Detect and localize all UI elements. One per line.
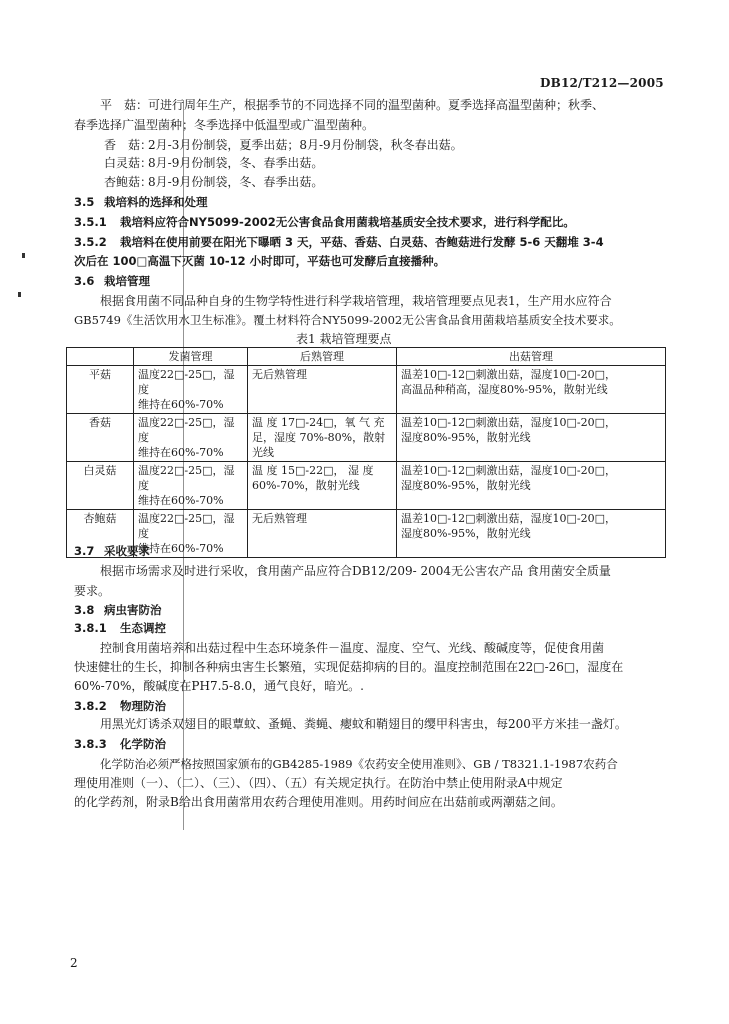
paragraph-line xyxy=(0,755,729,773)
cultivar-text-cont xyxy=(0,116,729,134)
section-heading xyxy=(0,601,729,619)
cultivar-item xyxy=(0,136,729,154)
cultivar-label: 白灵菇： xyxy=(104,156,153,170)
paragraph-line xyxy=(0,793,729,811)
ripening-cell xyxy=(248,462,397,510)
fruiting-cell xyxy=(397,414,666,462)
cell-line: 湿度80%-95%，散射光线 xyxy=(401,527,531,540)
section-number: 3.8.1 xyxy=(74,621,107,635)
mushroom-name: 平菇 xyxy=(67,366,134,414)
cell-line: 维持在60%-70% xyxy=(138,398,224,411)
paragraph-line xyxy=(0,774,729,792)
subsection-heading xyxy=(0,619,729,637)
ripening-cell xyxy=(248,414,397,462)
cell-line: 湿度80%-95%，散射光线 xyxy=(401,431,531,444)
subsection-text: 栽培料在使用前要在阳光下曝晒 3 天，平菇、香菇、白灵菇、杏鲍菇进行发酵 5-6 天翻堆 3-4 xyxy=(120,235,604,249)
cultivar-item xyxy=(0,96,729,114)
subsection-text: 栽培料应符合NY5099-2002无公害食品食用菌栽培基质安全技术要求，进行科学配比。 xyxy=(120,215,575,229)
section-title: 栽培料的选择和处理 xyxy=(104,195,208,209)
subsection xyxy=(0,233,729,251)
spawn-cell xyxy=(134,414,248,462)
cultivar-text: 8月-9月份制袋，冬、春季出菇。 xyxy=(148,156,324,170)
cell-line: 温度22□-25□，湿度 xyxy=(138,368,235,396)
cell-line: 温 度 15□-22□， 湿 度 xyxy=(252,464,374,477)
cultivar-item xyxy=(0,173,729,191)
section-title: 病虫害防治 xyxy=(104,603,162,617)
subsection-text: 次后在 100□高温下灭菌 10-12 小时即可，平菇也可发酵后直接播种。 xyxy=(74,254,446,268)
mushroom-name: 杏鲍菇 xyxy=(67,510,134,558)
cell-line: 高温品种稍高，湿度80%-95%，散射光线 xyxy=(401,383,608,396)
cell-line: 温差10□-12□刺激出菇，湿度10□-20□， xyxy=(401,368,616,381)
cell-line: 温差10□-12□刺激出菇，湿度10□-20□， xyxy=(401,416,616,429)
table-header: 出菇管理 xyxy=(397,348,666,366)
paragraph-text: 控制食用菌培养和出菇过程中生态环境条件－温度、湿度、空气、光线、酸碱度等，促使食用菌 xyxy=(100,641,605,655)
cell-line: 温 度 17□-24□，氧 气 充 xyxy=(252,416,385,429)
section-number: 3.5.1 xyxy=(74,215,107,229)
subsection-heading xyxy=(0,735,729,753)
cell-line: 温差10□-12□刺激出菇，湿度10□-20□， xyxy=(401,464,616,477)
mushroom-name: 白灵菇 xyxy=(67,462,134,510)
standard-code: DB12/T212—2005 xyxy=(540,76,664,90)
paragraph-text: 要求。 xyxy=(74,584,111,598)
table-header: 后熟管理 xyxy=(248,348,397,366)
paragraph-text: 化学防治必须严格按照国家颁布的GB4285-1989《农药安全使用准则》、GB / T8321.1-1987农药合 xyxy=(100,757,618,771)
table-row xyxy=(67,414,666,462)
section-title: 采收要求 xyxy=(104,544,150,558)
cultivar-item xyxy=(0,154,729,172)
paragraph-text: 快速健壮的生长，抑制各种病虫害生长繁殖，实现促菇抑病的目的。温度控制范围在22□-26□，湿度在 xyxy=(74,660,624,674)
cultivar-cont: 春季选择广温型菌种；冬季选择中低温型或广温型菌种。 xyxy=(74,118,375,132)
paragraph-text: 理使用准则（一）、（二）、（三）、（四）、（五）有关规定执行。在防治中禁止使用附录A中规定 xyxy=(74,776,563,790)
cell-line: 足，湿度 70%-80%，散射 xyxy=(252,431,386,444)
paragraph-line xyxy=(0,582,729,600)
cell-line: 湿度80%-95%，散射光线 xyxy=(401,479,531,492)
paragraph-text: 60%-70%，酸碱度在PH7.5-8.0，通气良好，暗光。. xyxy=(74,679,364,693)
cultivar-label: 杏鲍菇： xyxy=(104,175,153,189)
section-title: 化学防治 xyxy=(120,737,166,751)
paragraph-line xyxy=(0,715,729,733)
cell-line: 光线 xyxy=(252,446,274,459)
cultivar-text: 可进行周年生产，根据季节的不同选择不同的温型菌种。夏季选择高温型菌种；秋季、 xyxy=(148,98,605,112)
mushroom-name: 香菇 xyxy=(67,414,134,462)
cell-line: 无后熟管理 xyxy=(252,512,307,525)
page-number: 2 xyxy=(70,956,78,970)
paragraph-line xyxy=(0,311,729,329)
cell-line: 维持在60%-70% xyxy=(138,494,224,507)
paragraph-text: 根据市场需求及时进行采收，食用菌产品应符合DB12/209- 2004无公害农产品 食用菌安全质量 xyxy=(100,564,611,578)
paragraph-line xyxy=(0,562,729,580)
table-header: 发菌管理 xyxy=(134,348,248,366)
table-header xyxy=(67,348,134,366)
section-number: 3.8.2 xyxy=(74,699,107,713)
section-number: 3.8.3 xyxy=(74,737,107,751)
cultivar-label: 平 菇： xyxy=(100,98,149,112)
cell-line: 温度22□-25□，湿度 xyxy=(138,464,235,492)
section-title: 生态调控 xyxy=(120,621,166,635)
section-number: 3.7 xyxy=(74,544,95,558)
section-title: 物理防治 xyxy=(120,699,166,713)
cell-line: 维持在60%-70% xyxy=(138,542,224,555)
subsection-cont xyxy=(0,252,729,270)
cell-line: 温度22□-25□，湿度 xyxy=(138,512,235,540)
table-header-row xyxy=(67,348,666,366)
spawn-cell xyxy=(134,462,248,510)
cultivar-label: 香 菇： xyxy=(104,138,153,152)
paragraph-line xyxy=(0,677,729,695)
subsection xyxy=(0,213,729,231)
section-number: 3.5.2 xyxy=(74,235,107,249)
section-heading xyxy=(0,542,729,560)
paragraph-text: 的化学药剂，附录B给出食用菌常用农药合理使用准则。用药时间应在出菇前或两潮菇之间。 xyxy=(74,795,563,809)
section-number: 3.5 xyxy=(74,195,95,209)
table-caption: 表1 栽培管理要点 xyxy=(296,332,392,346)
ripening-cell xyxy=(248,366,397,414)
section-heading xyxy=(0,272,729,290)
paragraph-line xyxy=(0,292,729,310)
section-heading xyxy=(0,193,729,211)
section-number: 3.6 xyxy=(74,274,95,288)
cultivar-text: 2月-3月份制袋，夏季出菇；8月-9月份制袋，秋冬春出菇。 xyxy=(148,138,463,152)
section-title: 栽培管理 xyxy=(104,274,150,288)
subsection-heading xyxy=(0,697,729,715)
table-row xyxy=(67,462,666,510)
cell-line: 60%-70%，散射光线 xyxy=(252,479,360,492)
paragraph-text: 根据食用菌不同品种自身的生物学特性进行科学栽培管理，栽培管理要点见表1，生产用水应符合 xyxy=(100,294,612,308)
fruiting-cell xyxy=(397,462,666,510)
cell-line: 维持在60%-70% xyxy=(138,446,224,459)
paragraph-text: GB5749《生活饮用水卫生标准》。覆土材料符合NY5099-2002无公害食品食用菌栽培基质安全技术要求。 xyxy=(74,313,621,327)
cultivar-text: 8月-9月份制袋，冬、春季出菇。 xyxy=(148,175,324,189)
cell-line: 温度22□-25□，湿度 xyxy=(138,416,235,444)
paragraph-line xyxy=(0,639,729,657)
spawn-cell xyxy=(134,366,248,414)
fruiting-cell xyxy=(397,366,666,414)
management-table xyxy=(66,347,666,558)
cell-line: 无后熟管理 xyxy=(252,368,307,381)
cell-line: 温差10□-12□刺激出菇，湿度10□-20□， xyxy=(401,512,616,525)
table-row xyxy=(67,366,666,414)
paragraph-text: 用黑光灯诱杀双翅目的眼蕈蚊、蚤蝇、粪蝇、瘿蚊和鞘翅目的缨甲科害虫，每200平方米挂一盏灯。 xyxy=(100,717,627,731)
section-number: 3.8 xyxy=(74,603,95,617)
paragraph-line xyxy=(0,658,729,676)
